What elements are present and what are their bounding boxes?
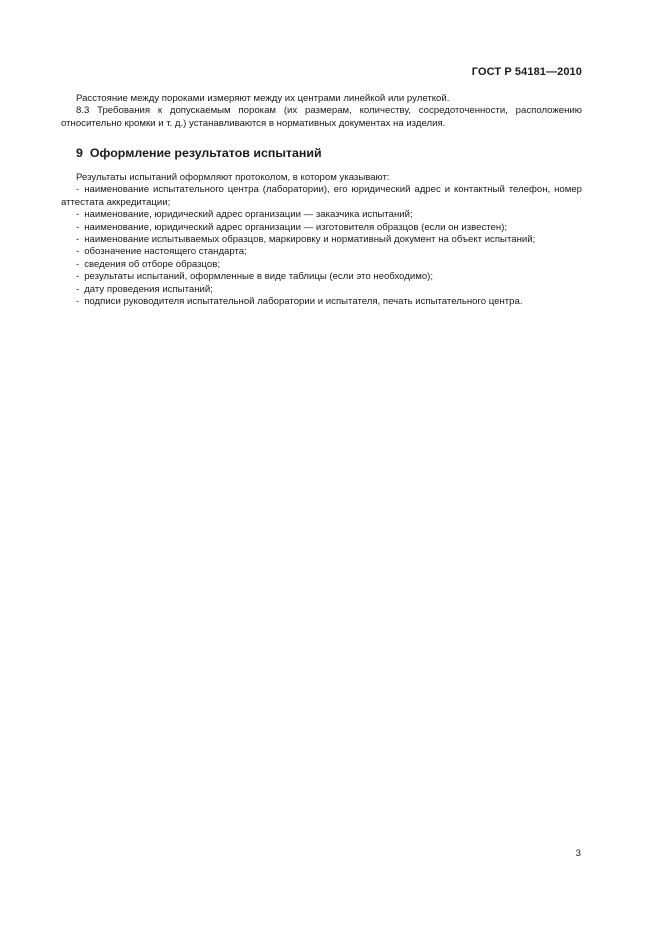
list-dash: -	[76, 258, 80, 270]
list-dash: -	[76, 209, 80, 221]
list-item	[61, 284, 582, 296]
page-number: 3	[575, 848, 581, 859]
list-item-text: подписи руководителя испытательной лаборатории и испытателя, печать испытательного центра.	[84, 296, 523, 308]
paragraph-8-3: 8.3 Требования к допускаемым порокам (их размерам, количеству, сосредоточенности, расположению относительно кромки и т. д.) устанавливаются в нормативных документах на изделия.	[61, 105, 582, 129]
list-item	[61, 234, 582, 246]
list-item-text: наименование испытательного центра (лаборатории), его юридический адрес и контактный телефон, номер аттестата аккредитации;	[61, 184, 582, 208]
list-dash: -	[76, 246, 80, 258]
section-title-text: Оформление результатов испытаний	[89, 146, 322, 160]
list-dash: -	[76, 271, 80, 283]
list-item-text: наименование, юридический адрес организации — заказчика испытаний;	[84, 209, 413, 221]
list-item-text: сведения об отборе образцов;	[84, 258, 221, 270]
list-item	[61, 209, 582, 221]
paragraph-defect-distance: Расстояние между пороками измеряют между их центрами линейкой или рулеткой.	[76, 93, 450, 104]
list-dash: -	[76, 283, 80, 295]
list-item	[61, 246, 582, 258]
section-9-intro: Результаты испытаний оформляют протоколом, в котором указывают:	[76, 172, 390, 183]
list-item	[61, 296, 582, 308]
list-dash: -	[76, 234, 80, 246]
list-dash: -	[76, 221, 80, 233]
protocol-items-list	[61, 184, 582, 308]
list-item	[61, 222, 582, 234]
list-item-text: результаты испытаний, оформленные в виде таблицы (если это необходимо);	[84, 271, 434, 283]
list-item	[61, 259, 582, 271]
list-item	[61, 184, 582, 209]
section-9-heading	[76, 146, 322, 160]
list-item-text: наименование, юридический адрес организации — изготовителя образцов (если он известен);	[84, 221, 508, 233]
list-item-text: дату проведения испытаний;	[84, 283, 213, 295]
list-dash: -	[76, 296, 80, 308]
list-dash: -	[76, 184, 80, 196]
list-item	[61, 271, 582, 283]
section-9-block	[61, 172, 582, 308]
section-8-block	[61, 93, 582, 130]
section-number: 9	[76, 146, 83, 160]
list-item-text: наименование испытываемых образцов, маркировку и нормативный документ на объект испытаний;	[84, 234, 536, 246]
list-item-text: обозначение настоящего стандарта;	[84, 246, 247, 258]
document-code: ГОСТ Р 54181—2010	[471, 66, 582, 78]
